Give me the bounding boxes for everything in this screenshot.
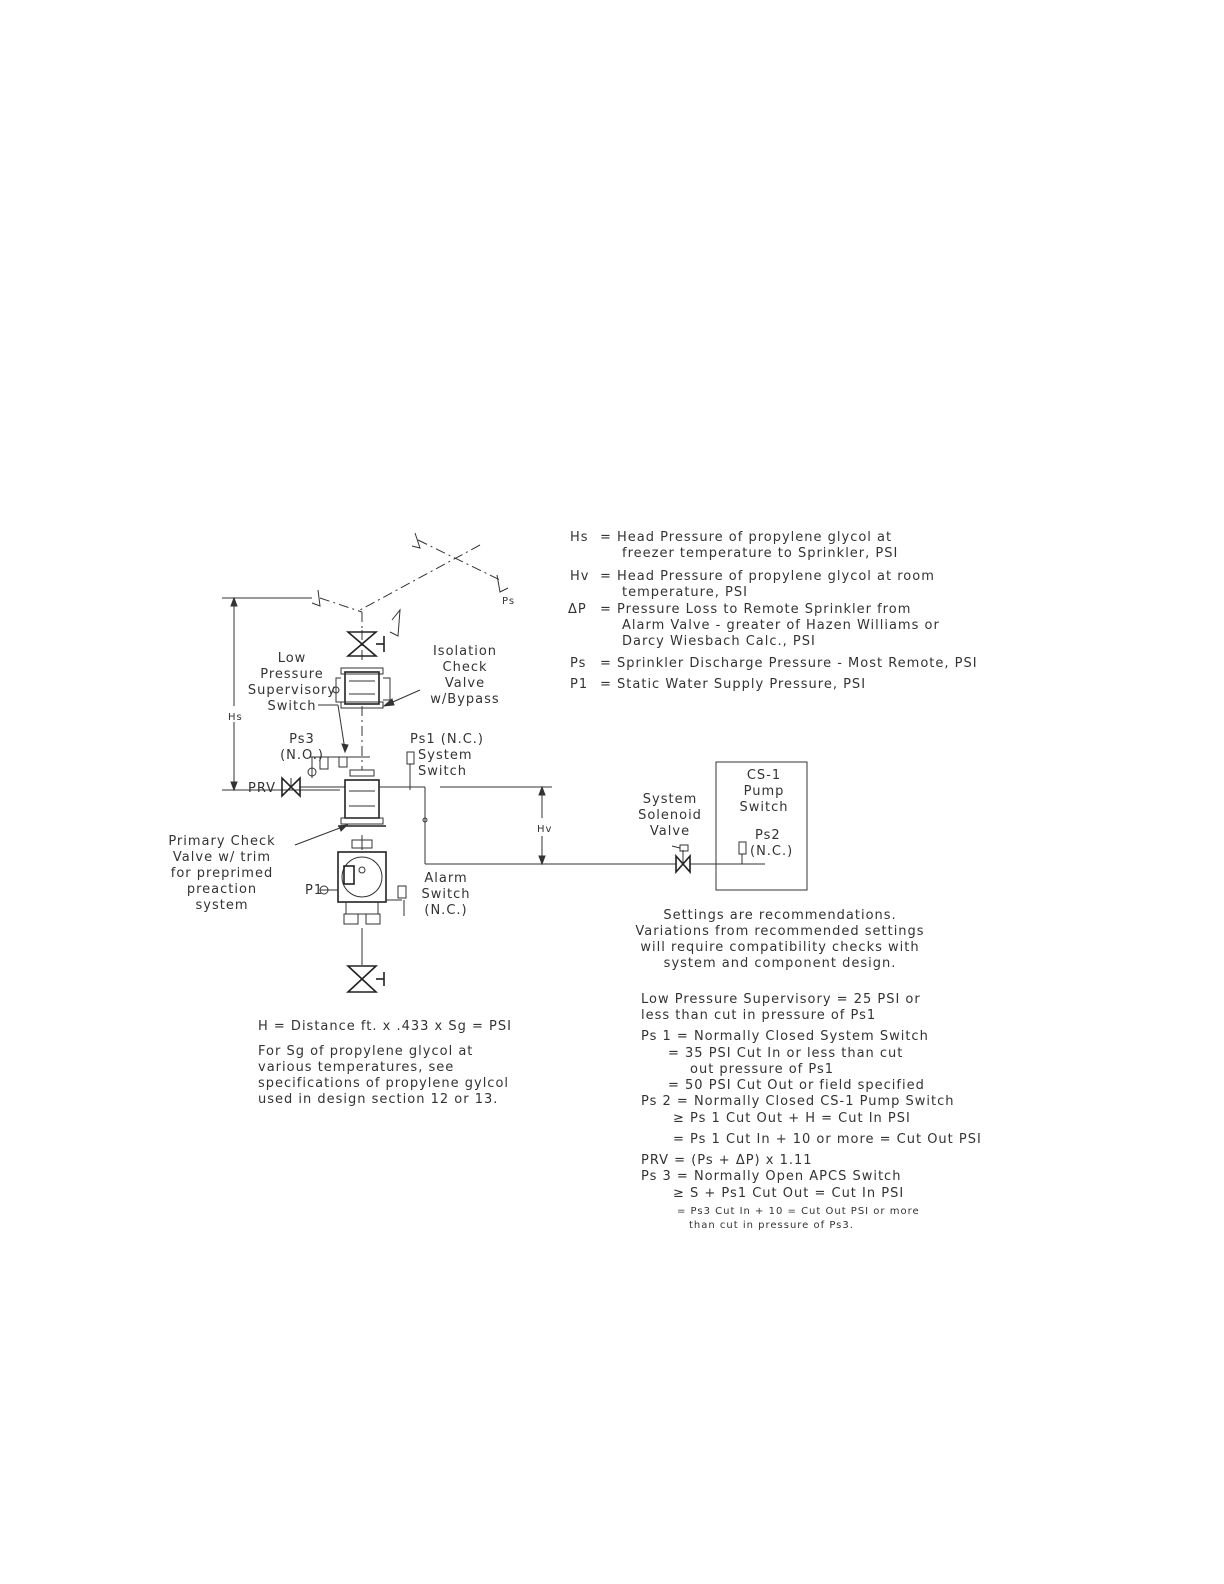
svg-text:Check: Check bbox=[442, 660, 488, 675]
svg-text:temperature, PSI: temperature, PSI bbox=[622, 585, 748, 600]
settings-note bbox=[635, 908, 924, 971]
hs-dimension-label: Hs bbox=[228, 712, 243, 723]
settings-list bbox=[641, 992, 982, 1231]
svg-text:Ps 2 = Normally Closed CS-1 Pu: Ps 2 = Normally Closed CS-1 Pump Switch bbox=[641, 1094, 955, 1109]
svg-text:various temperatures, see: various temperatures, see bbox=[258, 1060, 455, 1075]
ps3-label bbox=[280, 732, 324, 763]
prv-label: PRV bbox=[248, 781, 277, 796]
svg-text:Ps 1 = Normally Closed System: Ps 1 = Normally Closed System Switch bbox=[641, 1029, 929, 1044]
svg-text:Switch: Switch bbox=[421, 887, 471, 902]
svg-text:≥ S + Ps1 Cut Out = Cut In PSI: ≥ S + Ps1 Cut Out = Cut In PSI bbox=[673, 1186, 905, 1201]
svg-text:CS-1: CS-1 bbox=[746, 768, 782, 783]
svg-text:Alarm: Alarm bbox=[424, 871, 468, 886]
svg-text:Pressure: Pressure bbox=[260, 667, 324, 682]
svg-text:Switch: Switch bbox=[418, 764, 467, 779]
svg-text:Hs: Hs bbox=[570, 530, 589, 545]
svg-text:= Sprinkler Discharge Pressure: = Sprinkler Discharge Pressure - Most Remote, PSI bbox=[600, 656, 978, 671]
svg-text:Isolation: Isolation bbox=[432, 644, 498, 659]
svg-text:Darcy Wiesbach Calc., PSI: Darcy Wiesbach Calc., PSI bbox=[622, 634, 816, 649]
svg-text:Alarm Valve - greater of Hazen: Alarm Valve - greater of Hazen Williams or bbox=[622, 618, 940, 633]
ps-top-label: Ps bbox=[502, 596, 516, 607]
svg-text:Ps1 (N.C.): Ps1 (N.C.) bbox=[410, 732, 484, 747]
svg-text:= Ps 1 Cut In + 10 or more =: = Ps 1 Cut In + 10 or more = Cut Out PSI bbox=[673, 1132, 982, 1147]
ps1-switch-label bbox=[410, 732, 484, 779]
svg-text:Variations from recommended se: Variations from recommended settings bbox=[635, 924, 925, 939]
svg-text:w/Bypass: w/Bypass bbox=[430, 692, 500, 707]
svg-text:P1: P1 bbox=[570, 677, 589, 692]
primary-check-valve bbox=[338, 770, 425, 826]
alarm-valve bbox=[320, 840, 406, 924]
cs1-label bbox=[740, 768, 789, 815]
svg-text:Hv: Hv bbox=[570, 569, 590, 584]
svg-text:Low: Low bbox=[277, 651, 307, 666]
svg-text:≥ Ps 1 Cut Out + H = Cut In P: ≥ Ps 1 Cut Out + H = Cut In PSI bbox=[673, 1111, 911, 1126]
svg-text:= 50 PSI Cut Out or field spec: = 50 PSI Cut Out or field specified bbox=[668, 1078, 925, 1093]
p1-gauge-label: P1 bbox=[305, 883, 324, 898]
bottom-gate-valve bbox=[348, 966, 384, 992]
svg-text:Ps 3 = Normally Open APCS Swit: Ps 3 = Normally Open APCS Switch bbox=[641, 1169, 902, 1184]
svg-text:Valve: Valve bbox=[649, 824, 691, 839]
hv-dimension bbox=[440, 787, 552, 864]
svg-text:Switch: Switch bbox=[267, 699, 317, 714]
svg-text:Switch: Switch bbox=[739, 800, 789, 815]
sprinkler-piping bbox=[312, 533, 508, 636]
svg-text:Valve: Valve bbox=[444, 676, 486, 691]
hv-dimension-label: Hv bbox=[537, 824, 553, 835]
svg-text:Solenoid: Solenoid bbox=[638, 808, 702, 823]
svg-text:ΔP: ΔP bbox=[568, 602, 587, 617]
solenoid-valve-label bbox=[638, 792, 702, 839]
svg-text:= Pressure Loss to Remote Spri: = Pressure Loss to Remote Sprinkler from bbox=[600, 602, 912, 617]
svg-text:= Head Pressure of propylene g: = Head Pressure of propylene glycol at bbox=[600, 530, 893, 545]
svg-text:= Static Water Supply Pressure: = Static Water Supply Pressure, PSI bbox=[600, 677, 867, 692]
svg-text:System: System bbox=[642, 792, 698, 807]
legend bbox=[568, 530, 978, 692]
svg-text:Pump: Pump bbox=[743, 784, 785, 799]
svg-text:than cut in pressure of Ps3.: than cut in pressure of Ps3. bbox=[689, 1220, 854, 1231]
svg-text:preaction: preaction bbox=[186, 882, 258, 897]
top-gate-valve bbox=[348, 632, 384, 656]
svg-text:Ps: Ps bbox=[570, 656, 587, 671]
svg-text:for preprimed: for preprimed bbox=[170, 866, 274, 881]
svg-text:(N.C.): (N.C.) bbox=[424, 903, 468, 918]
svg-text:Low Pressure Supervisory = 25: Low Pressure Supervisory = 25 PSI or bbox=[641, 992, 921, 1007]
svg-text:freezer temperature to Sprinkl: freezer temperature to Sprinkler, PSI bbox=[622, 546, 899, 561]
svg-text:= 35 PSI Cut In or less than c: = 35 PSI Cut In or less than cut bbox=[668, 1046, 904, 1061]
svg-text:Ps3: Ps3 bbox=[289, 732, 315, 747]
svg-text:system and component design.: system and component design. bbox=[663, 956, 897, 971]
ps2-label bbox=[750, 828, 793, 859]
prv-valve bbox=[282, 778, 345, 796]
svg-text:specifications of propylene gy: specifications of propylene gylcol bbox=[258, 1076, 510, 1091]
primary-check-leader bbox=[295, 826, 345, 845]
svg-text:PRV = (Ps + ΔP) x 1.11: PRV = (Ps + ΔP) x 1.11 bbox=[641, 1153, 813, 1168]
alarm-switch-label bbox=[422, 871, 471, 918]
svg-text:(N.O.): (N.O.) bbox=[280, 748, 324, 763]
svg-text:Settings are recommendations.: Settings are recommendations. bbox=[663, 908, 897, 923]
svg-text:Valve w/ trim: Valve w/ trim bbox=[172, 850, 272, 865]
svg-text:Ps2: Ps2 bbox=[755, 828, 781, 843]
formula-h: H = Distance ft. x .433 x Sg = PSI bbox=[258, 1019, 512, 1034]
primary-check-label bbox=[168, 834, 275, 913]
svg-text:used in design section 12 or 1: used in design section 12 or 13. bbox=[258, 1092, 499, 1107]
svg-text:Primary Check: Primary Check bbox=[168, 834, 276, 849]
svg-text:less than cut in pressure of P: less than cut in pressure of Ps1 bbox=[641, 1008, 877, 1023]
isolation-valve-label bbox=[430, 644, 499, 707]
svg-text:system: system bbox=[195, 898, 249, 913]
svg-text:System: System bbox=[418, 748, 473, 763]
isolation-check-valve bbox=[333, 668, 390, 708]
svg-text:= Ps3 Cut In + 10 = Cut Out PS: = Ps3 Cut In + 10 = Cut Out PSI or more bbox=[677, 1206, 920, 1217]
low-pressure-switch-leader bbox=[338, 705, 345, 750]
svg-text:For Sg of propylene glycol at: For Sg of propylene glycol at bbox=[258, 1044, 474, 1059]
svg-text:Supervisory: Supervisory bbox=[247, 683, 337, 698]
sg-note bbox=[258, 1044, 509, 1107]
svg-text:will require compatibility che: will require compatibility checks with bbox=[640, 940, 920, 955]
svg-text:= Head Pressure of propylene g: = Head Pressure of propylene glycol at room bbox=[600, 569, 935, 584]
svg-text:(N.C.): (N.C.) bbox=[750, 844, 794, 859]
svg-text:out pressure of Ps1: out pressure of Ps1 bbox=[690, 1062, 835, 1077]
